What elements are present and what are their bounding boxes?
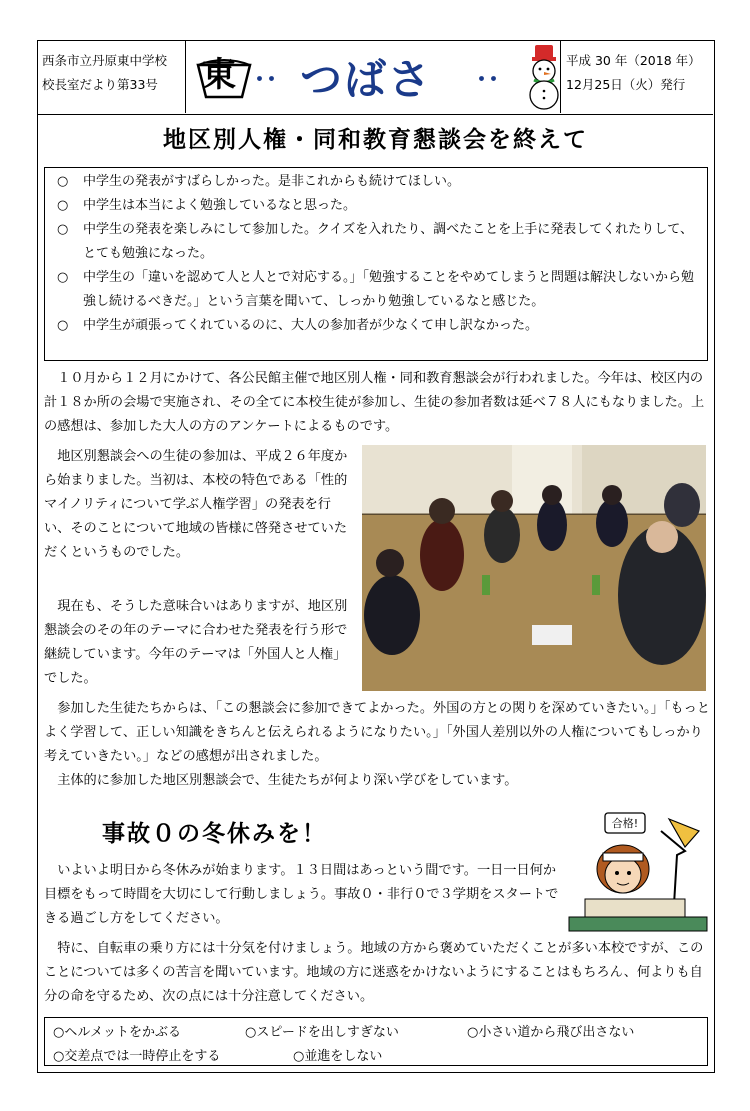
article1-paragraph: １０月から１２月にかけて、各公民館主催で地区別人権・同和教育懇談会が行われました。今年は、校区内の計１８か所の会場で実施され、その全てに本校生徒が参加し、生徒の参加者数は延べ７８人にもなりました。上の感想は、参加した大人の方のアンケートによるものです。 — [44, 371, 705, 434]
comment-text: 中学生の「違いを認めて人と人とで対応する。」「勉強することをやめてしまうと問題は解決しないから勉強し続けるべきだ。」という言葉を聞いて、しっかり勉強しているなと感じた。 — [83, 270, 695, 309]
comment-bullet: ○ — [57, 198, 69, 213]
logo-kanji: 東 — [202, 55, 236, 95]
comment-bullet: ○ — [57, 318, 69, 333]
comment-text: 中学生は本当によく勉強しているなと思った。 — [83, 198, 357, 213]
issue-number: 校長室だより第33号 — [42, 77, 158, 92]
masthead-logo — [186, 41, 560, 113]
masthead — [38, 41, 713, 115]
comment-item — [55, 194, 699, 218]
logo-dots-left: ･･ — [254, 68, 279, 93]
masthead-right — [560, 41, 713, 113]
safety-tip: ○並進をしない — [293, 1049, 383, 1064]
article2-paragraph: 特に、自転車の乗り方には十分気を付けましょう。地域の方から褒めていただくことが多い本校ですが、このことについては多くの苦言を聞いています。地域の方に迷惑をかけないようにすることはもちろん、何よりも自分の命を守るため、次の点には十分注意してください。 — [44, 941, 704, 1004]
safety-tip: ○交差点では一時停止をする — [53, 1049, 221, 1064]
comment-text: 中学生の発表がすばらしかった。是非これからも続けてほしい。 — [83, 174, 461, 189]
comment-item — [55, 314, 699, 338]
school-name: 西条市立丹原東中学校 — [42, 53, 168, 68]
safety-tip: ○ヘルメットをかぶる — [53, 1025, 181, 1040]
comment-item — [55, 170, 699, 194]
comment-bullet: ○ — [57, 174, 69, 189]
article1-heading: 地区別人権・同和教育懇談会を終えて — [163, 127, 588, 153]
issue-year: 平成 30 年（2018 年） — [566, 53, 701, 68]
survey-comments-box — [44, 167, 708, 361]
article2-heading: 事故０の冬休みを！ — [102, 821, 327, 847]
comment-item — [55, 266, 699, 314]
newsletter-title: つばさ — [300, 55, 433, 104]
issue-date: 12月25日（火）発行 — [566, 77, 686, 92]
comment-bullet: ○ — [57, 222, 69, 237]
comment-item — [55, 218, 699, 266]
article1-paragraph: 現在も、そうした意味合いはありますが、地区別懇談会のその年のテーマに合わせた発表を行う形で継続しています。今年のテーマは「外国人と人権」でした。 — [44, 599, 348, 686]
safety-tips-box — [44, 1017, 708, 1066]
comment-text: 中学生が頑張ってくれているのに、大人の参加者が少なくて申し訳なかった。 — [83, 318, 539, 333]
studying-student-illustration — [565, 811, 709, 935]
newsletter-page — [37, 40, 715, 1073]
logo-dots-right: ･･ — [476, 68, 501, 93]
article1-paragraph: 主体的に参加した地区別懇談会で、生徒たちが何より深い学びをしています。 — [57, 773, 518, 788]
comment-text: 中学生の発表を楽しみにして参加した。クイズを入れたり、調べたことを上手に発表してくれたりして、とても勉強になった。 — [83, 222, 693, 261]
article1-paragraph: 参加した生徒たちからは、「この懇談会に参加できてよかった。外国の方との関りを深めていきたい。」「もっとよく学習して、正しい知識をきちんと伝えられるようになりたい。」「外国人差別以外の人権についてもしっかり考えていきたい。」などの感想が出されました。 — [44, 701, 710, 764]
meeting-photo — [362, 445, 706, 691]
goukaku-badge-text: 合格! — [611, 817, 639, 830]
article2-paragraph: いよいよ明日から冬休みが始まります。１３日間はあっという間です。一日一日何か目標をもって時間を大切にして行動しましょう。事故０・非行０で３学期をスタートできる過ごし方をしてください。 — [44, 863, 559, 926]
safety-tip: ○スピードを出しすぎない — [245, 1025, 399, 1040]
snowman-icon — [524, 43, 564, 111]
article1-paragraph: 地区別懇談会への生徒の参加は、平成２６年度から始まりました。当初は、本校の特色である「性的マイノリティについて学ぶ人権学習」の発表を行い、そのことについて地域の皆様に啓発させていただくというものでした。 — [44, 449, 348, 560]
masthead-left — [38, 41, 186, 113]
comment-bullet: ○ — [57, 270, 69, 285]
safety-tip: ○小さい道から飛び出さない — [467, 1025, 635, 1040]
